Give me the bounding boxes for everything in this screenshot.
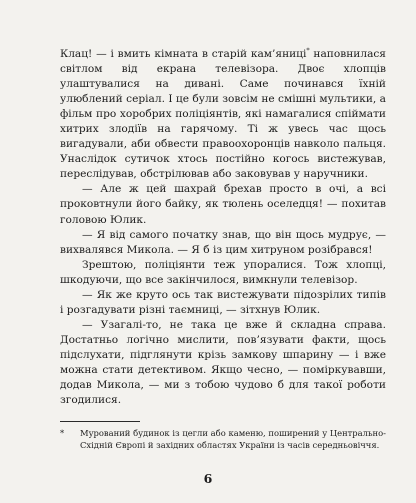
paragraph-start: Клац! — і вмить кімната в старій кам’яниці	[60, 48, 307, 60]
footnote	[60, 428, 386, 451]
footnote-text: Мурований будинок із цегли або каменю, поширений у Центрально-Східній Європі й західних областях України із часів середньовіччя.	[80, 428, 386, 450]
paragraph: — Узагалі-то, не така це вже й складна справа. Достатньо логічно мислити, пов’язувати факти, щось підслухати, підглянути крізь замкову шпарину — і вже можна стати детективом. Якщо чесно, — поміркувавши, додав Микола, — ми з тобою чудово б для такої роботи згодилися.	[60, 318, 386, 407]
body-text	[60, 47, 386, 408]
paragraph: — Але ж цей шахрай брехав просто в очі, а всі проковтнули його байку, як тюлень оселедця! — похитав головою Юлик.	[60, 183, 386, 226]
paragraph	[60, 47, 386, 182]
footnote-ref: *	[306, 46, 310, 55]
footnote-marker: *	[60, 428, 65, 439]
paragraph: Зрештою, поліціянти теж упоралися. Тож хлопці, шкодуючи, що все закінчилося, вимкнули телевізор.	[60, 258, 386, 286]
paragraph: — Як же круто ось так вистежувати підозрілих типів і розгадувати різні таємниці, — зітхнув Юлик.	[60, 288, 386, 316]
footnote-divider	[60, 421, 140, 422]
page-number: 6	[203, 471, 213, 486]
paragraph: — Я від самого початку знав, що він щось мудрує, — вихвалявся Микола. — Я б із цим хитруном розібрався!	[60, 228, 386, 256]
paragraph-rest: наповнилася світлом від екрана телевізора. Двоє хлопців улаштувалися на дивані. Саме починався їхній улюблений серіал. І це були зовсім не смішні мультики, а фільм про хоробрих поліціянтів, які намагалися спіймати хитрих злодіїв на гарячому. Ті ж увесь час щось вигадували, аби обвести правоохоронців навколо пальця. Унаслідок сутичок хтось постійно когось вистежував, переслідував, обстрілював або заковував у наручники.	[60, 48, 386, 181]
